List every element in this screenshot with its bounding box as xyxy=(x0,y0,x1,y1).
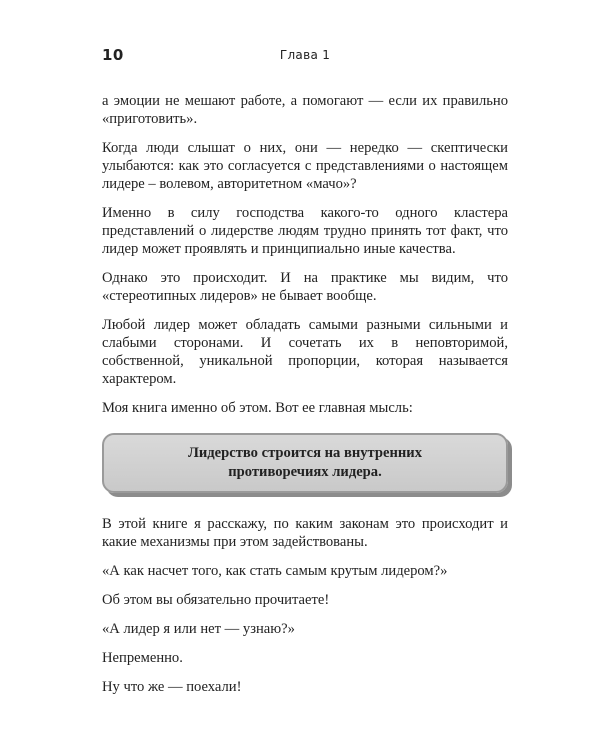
paragraph: Однако это происходит. И на практике мы видим, что «стереотипных лидеров» не бывает вообще. xyxy=(102,270,508,304)
key-idea-callout xyxy=(102,433,508,493)
chapter-title: Глава 1 xyxy=(279,48,331,62)
callout-line: Лидерство строится на внутренних xyxy=(187,445,423,461)
paragraph: Ну что же — поехали! xyxy=(102,679,242,695)
paragraph: Любой лидер может обладать самыми разными сильными и слабыми сторонами. И сочетать их в неповторимой, собственной, уникальной пропорции, которая называется характером. xyxy=(102,317,508,387)
paragraph: Об этом вы обязательно прочитаете! xyxy=(102,592,330,608)
paragraph: Непременно. xyxy=(102,650,183,666)
page-number: 10 xyxy=(102,46,124,64)
paragraph: Именно в силу господства какого-то одного кластера представлений о лидерстве людям трудно принять тот факт, что лидер может проявлять и принципиально иные качества. xyxy=(102,205,508,257)
paragraph: а эмоции не мешают работе, а помогают — если их правильно «приготовить». xyxy=(102,93,508,127)
paragraph: «А лидер я или нет — узнаю?» xyxy=(102,621,295,637)
page-body xyxy=(102,92,508,707)
callout-line: противоречиях лидера. xyxy=(228,464,382,480)
paragraph: В этой книге я расскажу, по каким законам это происходит и какие механизмы при этом задействованы. xyxy=(102,516,508,550)
page-header xyxy=(102,46,508,70)
paragraph: Когда люди слышат о них, они — нередко — скептически улыбаются: как это согласуется с представлениями о настоящем лидере – волевом, авторитетном «мачо»? xyxy=(102,140,508,192)
paragraph: Моя книга именно об этом. Вот ее главная мысль: xyxy=(102,400,413,416)
paragraph: «А как насчет того, как стать самым крутым лидером?» xyxy=(102,563,448,579)
